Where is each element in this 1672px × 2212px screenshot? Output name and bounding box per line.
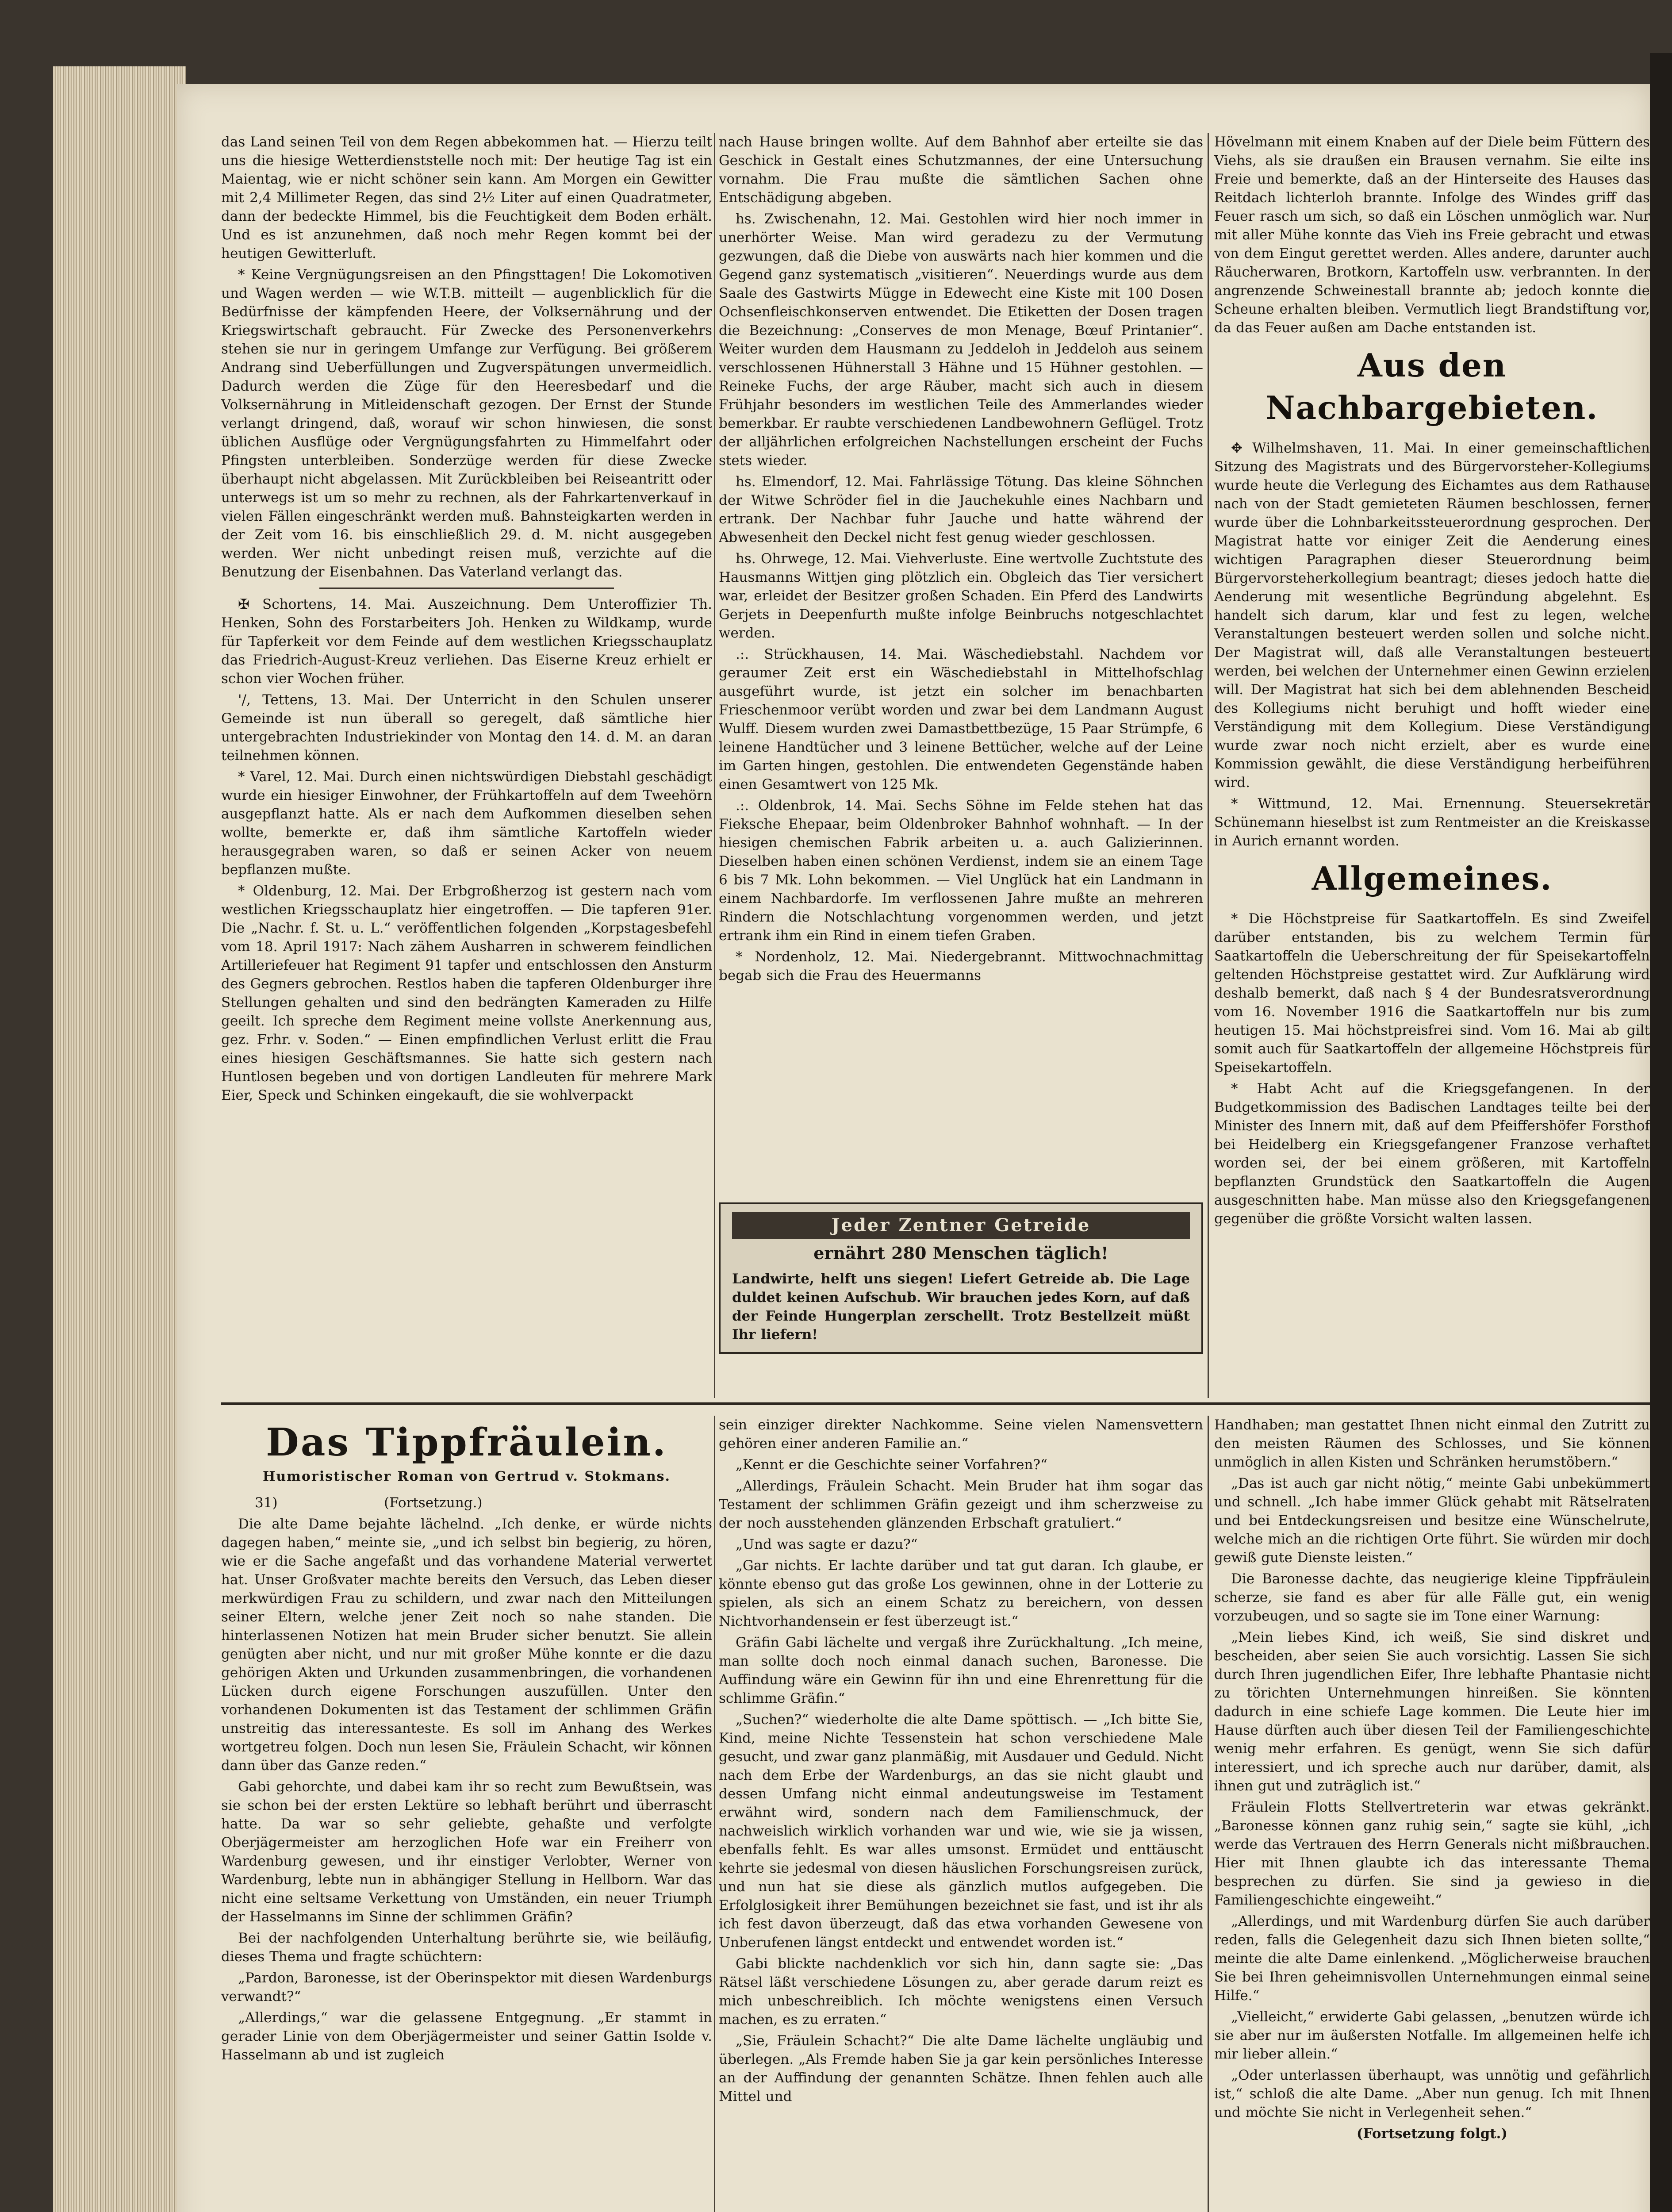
news-article: ✠ Schortens, 14. Mai. Auszeichnung. Dem Unteroffizier Th. Henken, Sohn des Forstarbeiters Joh. Henken zu Wildkamp, wurde für Tapferkeit vor dem Feinde auf dem westlichen Kriegsschauplatz das Friedrich-August-Kreuz verliehen. Das Eiserne Kreuz erhielt er schon vier Wochen früher.: [221, 596, 712, 687]
story-paragraph: „Kennt er die Geschichte seiner Vorfahren?“: [736, 1457, 1047, 1473]
news-article: .:. Oldenbrok, 14. Mai. Sechs Söhne im Felde stehen hat das Fieksche Ehepaar, beim Oldenbroker Bahnhof wohnhaft. — In der hiesigen chemischen Fabrik arbeiten u. a. auch Galizierinnen. Dieselben haben einen schönen Verdienst, indem sie an einem Tage 6 bis 7 Mk. Lohn bekommen. — Viel Unglück hat ein Landmann in einem Nachbardorfe. Im verflossenen Jahre mußte an mehreren Rindern die Notschlachtung vorgenommen werden, und jetzt ertrank ihm ein Rind in einem tiefen Graben.: [719, 798, 1203, 944]
story-paragraph: „Allerdings,“ war die gelassene Entgegnung. „Er stammt in gerader Linie von dem Oberjägermeister und seiner Gattin Isolde v. Hasselmann ab und ist zugleich: [221, 2010, 712, 2063]
story-paragraph: Handhaben; man gestattet Ihnen nicht einmal den Zutritt zu den meisten Räumen des Schlosses, und Sie können unmöglich in allen Kisten und Schränken herumstöbern.“: [1214, 1417, 1650, 1470]
news-article: * Varel, 12. Mai. Durch einen nichtswürdigen Diebstahl geschädigt wurde ein hiesiger Einwohner, der Frühkartoffeln auf dem Tweehörn ausgepflanzt hatte. Als er nach dem Aufkommen dieselben sehen wollte, bemerkte er, daß ihm sämtliche Kartoffeln wieder herausgegraben waren, so daß er seinen Acker von neuem bepflanzen mußte.: [221, 769, 712, 878]
news-article: '/, Tettens, 13. Mai. Der Unterricht in den Schulen unserer Gemeinde ist nun überall so geregelt, daß sämtliche hier untergebrachten Industriekinder von Montag den 14. d. M. an daran teilnehmen können.: [221, 692, 712, 764]
news-article: * Keine Vergnügungsreisen an den Pfingsttagen! Die Lokomotiven und Wagen werden — wie W.T.B. mitteilt — augenblicklich für die Bedürfnisse der kämpfenden Heere, der Volksernährung und der Kriegswirtschaft gebraucht. Für Zwecke des Personenverkehrs stehen sie nur in geringem Umfange zur Verfügung. Bei größerem Andrang sind Ueberfüllungen und Zugverspätungen unvermeidlich. Dadurch werden die Züge für den Heeresbedarf und die Volksernährung in Mitleidenschaft gezogen. Der Ernst der Stunde verlangt dringend, daß, worauf wir schon hinwiesen, die sonst üblichen Ausflüge oder Vergnügungsfahrten zu Himmelfahrt oder Pfingsten unterbleiben. Sonderzüge werden für diese Zwecke überhaupt nicht abgelassen. Mit Zurückbleiben bei Reiseantritt oder unterwegs ist um so mehr zu rechnen, als der Fahrkartenverkauf in vielen Fällen eingeschränkt werden muß. Bahnsteigkarten werden in der Zeit vom 16. bis einschließlich 29. d. M. nicht ausgegeben werden. Wer nicht unbedingt reisen muß, verzichte auf die Benutzung der Eisenbahnen. Das Vaterland verlangt das.: [221, 267, 712, 580]
story-paragraph: „Allerdings, und mit Wardenburg dürfen Sie auch darüber reden, falls die Gelegenheit dazu sich Ihnen bieten sollte,“ meinte die alte Dame einlenkend. „Möglicherweise brauchen Sie bei Ihren geheimnisvollen Unternehmungen einmal seine Hilfe.“: [1214, 1913, 1650, 2004]
story-paragraph: „Vielleicht,“ erwiderte Gabi gelassen, „benutzen würde ich sie aber nur im äußersten Notfalle. Im allgemeinen helfe ich mir lieber allein.“: [1214, 2009, 1650, 2062]
box-body: Landwirte, helft uns siegen! Liefert Getreide ab. Die Lage duldet keinen Aufschub. Wir brauchen jedes Korn, auf daß der Feinde Hungerplan zerschellt. Trotz Bestellzeit müßt Ihr liefern!: [732, 1271, 1190, 1343]
column-rule: [714, 133, 715, 1398]
news-column-3: [1214, 133, 1650, 1398]
story-paragraph: Fräulein Flotts Stellvertreterin war etwas gekränkt. „Baronesse können ganz ruhig sein,“ sagte sie kühl, „ich werde das Vertrauen des Herrn Generals nicht mißbrauchen. Hier mit Ihnen glaubte ich das interessante Thema besprechen zu dürfen. Sie sind ja gewieso in die Familiengeschichte eingeweiht.“: [1214, 1799, 1650, 1908]
column-rule: [714, 1416, 715, 2212]
chapter-line: [221, 1494, 712, 1512]
section-heading: Aus den Nachbargebieten.: [1266, 346, 1599, 426]
feuilleton-column-3: [1214, 1416, 1650, 2212]
story-paragraph: „Suchen?“ wiederholte die alte Dame spöttisch. — „Ich bitte Sie, Kind, meine Nichte Tessenstein hat schon verschiedene Male gesucht, und zwar ganz planmäßig, mit Ausdauer und Geduld. Nicht nach dem Erbe der Wardenburgs, an das sie nicht glaubt und dessen Umfang nicht einmal andeutungsweise im Testament erwähnt wird, sondern nach dem Familienschmuck, der nachweislich wirklich vorhanden war und wie, wie sie ja wissen, ebenfalls fehlt. Es war alles umsonst. Ermüdet und enttäuscht kehrte sie jedesmal von diesen häuslichen Forschungsreisen zurück, und nun hat sie diese als gänzlich mutlos aufgegeben. Die Erfolglosigkeit ihrer Bemühungen bezeichnet sie fast, und ist ihr als ich fest davon überzeugt, daß das etwa vorhanden Gewesene von Unberufenen längst entdeckt und entwendet worden ist.“: [719, 1712, 1203, 1951]
news-article: * Oldenburg, 12. Mai. Der Erbgroßherzog ist gestern nach vom westlichen Kriegsschauplatz hier eingetroffen. — Die tapferen 91er. Die „Nachr. f. St. u. L.“ veröffentlichen folgenden „Korpstagesbefehl vom 18. April 1917: Nach zähem Ausharren in schwerem feindlichen Artilleriefeuer hat Regiment 91 tapfer und entschlossen den Ansturm des Gegners gebrochen. Restlos haben die tapferen Oldenburger ihre Stellungen gehalten und sind den bedrängten Kameraden zu Hilfe geeilt. Ich spreche dem Regiment meine vollste Anerkennung aus, gez. Frhr. v. Soden.“ — Einen empfindlichen Verlust erlitt die Frau eines hiesigen Geschäftsmannes. Sie hatte sich gestern nach Huntlosen begeben und von dortigen Landleuten für mehrere Mark Eier, Speck und Schinken eingekauft, die sie wohlverpackt: [221, 883, 712, 1103]
news-article: nach Hause bringen wollte. Auf dem Bahnhof aber erteilte sie das Geschick in Gestalt eines Schutzmannes, der eine Untersuchung vornahm. Die Frau mußte die sämtlichen Sachen ohne Entschädigung abgeben.: [719, 134, 1203, 206]
section-heading: Allgemeines.: [1312, 860, 1553, 897]
chapter-number: 31): [255, 1495, 278, 1511]
news-article: * Wittmund, 12. Mai. Ernennung. Steuersekretär Schünemann hieselbst ist zum Rentmeister an die Kreiskasse in Aurich ernannt worden.: [1214, 796, 1650, 849]
story-paragraph: „Das ist auch gar nicht nötig,“ meinte Gabi unbekümmert und schnell. „Ich habe immer Glück gehabt mit Rätselraten und bei Entdeckungsreisen und besitze eine Wünschelrute, welche mich an die richtigen Orte führt. Sie würden mir doch gewiß gute Dienste leisten.“: [1214, 1475, 1650, 1566]
grain-appeal-box-wrapper: [719, 1190, 1203, 1394]
story-paragraph: sein einziger direkter Nachkomme. Seine vielen Namensvettern gehören einer anderen Familie an.“: [719, 1417, 1203, 1452]
story-paragraph: „Allerdings, Fräulein Schacht. Mein Bruder hat ihm sogar das Testament der schlimmen Gräfin gezeigt und ihm scherzweise zu der noch ausstehenden glänzenden Erbschaft gratuliert.“: [719, 1478, 1203, 1531]
story-paragraph: „Oder unterlassen überhaupt, was unnötig und gefährlich ist,“ schloß die alte Dame. „Aber nun genug. Ich mit Ihnen und möchte Sie nicht in Verlegenheit sehen.“: [1214, 2067, 1650, 2120]
grain-appeal-box: [719, 1202, 1203, 1354]
story-paragraph: Gabi blickte nachdenklich vor sich hin, dann sagte sie: „Das Rätsel läßt verschiedene Lösungen zu, aber gerade darum reizt es mich unbeschreiblich. Ich möchte wenigstens einen Versuch machen, es zu erraten.“: [719, 1956, 1203, 2028]
story-paragraph: „Mein liebes Kind, ich weiß, Sie sind diskret und bescheiden, aber seien Sie auch vorsichtig. Lassen Sie sich durch Ihren jugendlichen Eifer, Ihre lebhafte Phantasie nicht zu törichten Unternehmungen hinreißen. Sie könnten dadurch in eine schiefe Lage kommen. Die Leute hier im Hause dürften auch über diesen Teil der Familiengeschichte wenig mehr erfahren. Es genügt, wenn Sie sich dafür interessiert, und ich spreche auch nur darüber, damit, als ihnen gut und zuträglich ist.“: [1214, 1629, 1650, 1794]
story-paragraph: „Und was sagte er dazu?“: [736, 1536, 918, 1552]
binding-edge: [1650, 53, 1672, 2212]
box-subtitle: ernährt 280 Menschen täglich!: [813, 1243, 1108, 1263]
story-paragraph: „Sie, Fräulein Schacht?“ Die alte Dame lächelte ungläubig und überlegen. „Als Fremde haben Sie ja gar kein persönliches Interesse an der Auffindung der genannten Schätze. Ihnen fehlen auch alle Mittel und: [719, 2033, 1203, 2104]
story-paragraph: Gabi gehorchte, und dabei kam ihr so recht zum Bewußtsein, was sie schon bei der ersten Lektüre so lebhaft berührt und überrascht hatte. Da war so sehr geliebte, gehaßte und verfolgte Oberjägermeister am herzoglichen Hofe war ein Freiherr von Wardenburg gewesen, und ihr einstiger Verlobter, Werner von Wardenburg, lebte nun in abhängiger Stellung in Hellborn. War das nicht eine seltsame Verkettung von Umständen, ein neuer Triumph der Hasselmanns im Sinne der schlimmen Gräfin?: [221, 1779, 712, 1925]
story-paragraph: Die Baronesse dachte, das neugierige kleine Tippfräulein scherze, sie fand es aber für alle Fälle gut, ein wenig vorzubeugen, und so sagte sie im Tone einer Warnung:: [1214, 1571, 1650, 1624]
continued-note: (Fortsetzung folgt.): [1356, 2126, 1508, 2142]
box-title: Jeder Zentner Getreide: [732, 1212, 1190, 1239]
separator: [319, 588, 614, 589]
page-edges: [53, 66, 186, 2212]
news-article: das Land seinen Teil von dem Regen abbekommen hat. — Hierzu teilt uns die hiesige Wetterdienststelle noch mit: Der heutige Tag ist ein Maientag, wie er nicht schöner sein kann. Am Morgen ein Gewitter mit 2,4 Millimeter Regen, das sind 2½ Liter auf einen Quadratmeter, dann der bedeckte Himmel, bis die Feuchtigkeit dem Boden erhält. Und es ist anzunehmen, daß noch mehr Regen kommt bei der heutigen Gewitterluft.: [221, 134, 712, 261]
news-article: hs. Elmendorf, 12. Mai. Fahrlässige Tötung. Das kleine Söhnchen der Witwe Schröder fiel in die Jauchekuhle eines Nachbarn und ertrank. Der Nachbar fuhr Jauche und hatte während der Abwesenheit den Deckel nicht fest genug wieder geschlossen.: [719, 474, 1203, 545]
news-article: * Die Höchstpreise für Saatkartoffeln. Es sind Zweifel darüber entstanden, bis zu welchem Termin für Saatkartoffeln die Ueberschreitung der für Speisekartoffeln geltenden Höchstpreise gestattet wird. Zur Aufklärung wird deshalb bemerkt, daß nach § 4 der Bundesratsverordnung vom 16. November 1916 die Saatkartoffeln nur bis zum heutigen 15. Mai höchstpreisfrei sind. Vom 16. Mai ab gilt somit auch für Saatkartoffeln der allgemeine Höchstpreis für Speisekartoffeln.: [1214, 911, 1650, 1075]
column-rule: [1208, 133, 1209, 1398]
news-article: * Nordenholz, 12. Mai. Niedergebrannt. Mittwochnachmittag begab sich die Frau des Heuermanns: [719, 949, 1203, 983]
story-paragraph: „Pardon, Baronesse, ist der Oberinspektor mit diesen Wardenburgs verwandt?“: [221, 1970, 712, 2005]
news-article: Hövelmann mit einem Knaben auf der Diele beim Füttern des Viehs, als sie draußen ein Brausen vernahm. Sie eilte ins Freie und bemerkte, daß an der Hinterseite des Hauses das Reitdach lichterloh brannte. Infolge des Windes griff das Feuer rasch um sich, so daß ein Löschen unmöglich war. Nur mit aller Mühe konnte das Vieh ins Freie gebracht und etwas von dem Eingut gerettet werden. Alles andere, darunter auch Räucherwaren, Brotkorn, Kartoffeln usw. verbrannten. In der angrenzende Schweinestall brannte ab; jedoch konnte die Scheune erhalten bleiben. Vermutlich liegt Brandstiftung vor, da das Feuer außen am Dache entstanden ist.: [1214, 134, 1650, 336]
feuilleton-title: Das Tippfräulein.: [266, 1420, 667, 1465]
news-article: hs. Ohrwege, 12. Mai. Viehverluste. Eine wertvolle Zuchtstute des Hausmanns Wittjen ging plötzlich ein. Obgleich das Tier versichert war, erleidet der Besitzer großen Schaden. Ein Pferd des Landwirts Gerjets in Deepenfurth mußte infolge Beinbruchs notgeschlachtet werden.: [719, 551, 1203, 641]
news-article: ✥ Wilhelmshaven, 11. Mai. In einer gemeinschaftlichen Sitzung des Magistrats und des Bürgervorsteher-Kollegiums wurde heute die Verlegung des Eichamtes aus dem Rathause nach von der Stadt gemieteten Räumen beschlossen, ferner wurde über die Lohnbarkeitssteuerordnung gesprochen. Der Magistrat hatte vor einiger Zeit die Aenderung eines wichtigen Paragraphen dieser Steuerordnung beim Bürgervorsteherkollegium beantragt; dieses jedoch hatte die Aenderung mit wesentliche Begründung abgelehnt. Es handelt sich darum, klar und fest zu legen, welche Veranstaltungen besteuert werden sollen und solche nicht. Der Magistrat will, daß alle Veranstaltungen besteuert werden, bei welchen der Unternehmer einen Gewinn erzielen will. Der Magistrat hat sich bei dem ablehnenden Bescheid des Kollegiums nicht beruhigt und hofft wieder eine Verständigung mit dem Kollegium. Diese Verständigung wurde zwar noch nicht erzielt, aber es wurde eine Kommission gewählt, die diese Verständigung herbeiführen wird.: [1214, 440, 1650, 791]
chapter-note: (Fortsetzung.): [384, 1495, 483, 1511]
feuilleton-subtitle: Humoristischer Roman von Gertrud v. Stokmans.: [263, 1469, 671, 1484]
feuilleton-column-1: [221, 1416, 712, 2212]
column-rule: [1208, 1416, 1209, 2212]
story-paragraph: Bei der nachfolgenden Unterhaltung berührte sie, wie beiläufig, dieses Thema und fragte schüchtern:: [221, 1930, 712, 1965]
feuilleton-divider: [221, 1402, 1650, 1405]
news-article: hs. Zwischenahn, 12. Mai. Gestohlen wird hier noch immer in unerhörter Weise. Man wird geradezu zu der Vermutung gezwungen, daß die Diebe von auswärts nach hier kommen und die Gegend ganz systematisch „visitieren“. Neuerdings wurde aus dem Saale des Gastwirts Mügge in Edewecht eine Kiste mit 100 Dosen Ochsenfleischkonserven entwendet. Die Etiketten der Dosen tragen die Bezeichnung: „Conserves de mon Menage, Bœuf Printanier“. Weiter wurden dem Hausmann zu Jeddeloh in Jeddeloh aus seinem verschlossenen Hühnerstall 3 Hähne und 15 Hühner gestohlen. — Reineke Fuchs, der arge Räuber, macht sich auch in diesem Frühjahr besonders im westlichen Teile des Ammerlandes wieder bemerkbar. Er raubte verschiedenen Landbewohnern Geflügel. Trotz der alljährlichen erfolgreichen Nachstellungen erscheint der Fuchs stets wieder.: [719, 211, 1203, 469]
story-paragraph: Die alte Dame bejahte lächelnd. „Ich denke, er würde nichts dagegen haben,“ meinte sie, „und ich selbst bin begierig, zu hören, wie er die Sache angefaßt und das vorhandene Material verwertet hat. Unser Großvater machte bereits den Versuch, das Leben dieser merkwürdigen Frau zu schildern, und zwar nach den Mitteilungen seiner Eltern, welche jener Zeit noch so nahe standen. Die hinterlassenen Notizen hat mein Bruder sicher benutzt. Sie allein genügten aber nicht, und nur mit großer Mühe konnte er die dazu gehörigen Akten und Urkunden zusammenbringen, die vorhandenen Lücken durch eigene Forschungen auszufüllen. Unter den vorhandenen Dokumenten ist das Testament der schlimmen Gräfin unstreitig das interessanteste. Es soll im Anhang des Werkes wortgetreu folgen. Doch nun lesen Sie, Fräulein Schacht, wir können dann über das Ganze reden.“: [221, 1516, 712, 1774]
story-paragraph: „Gar nichts. Er lachte darüber und tat gut daran. Ich glaube, er könnte ebenso gut das große Los gewinnen, ohne in der Lotterie zu spielen, als sich an einem Schatz zu bereichern, von dessen Nichtvorhandensein er fest überzeugt ist.“: [719, 1558, 1203, 1629]
news-article: * Habt Acht auf die Kriegsgefangenen. In der Budgetkommission des Badischen Landtages teilte bei der Minister des Innern mit, daß auf dem Pfeiffershöfer Forsthof bei Heidelberg ein Kriegsgefangener Franzose verhaftet worden sei, der bei einem größeren, mit Kartoffeln bepflanzten Grundstück den Saatkartoffeln die Augen ausgeschnitten habe. Man müsse also den Kriegsgefangenen gegenüber die größte Vorsicht walten lassen.: [1214, 1081, 1650, 1227]
news-column-1: [221, 133, 712, 1398]
news-article: .:. Strückhausen, 14. Mai. Wäschediebstahl. Nachdem vor geraumer Zeit erst ein Wäschediebstahl in Mittelhofschlag ausgeführt wurde, ist jetzt ein solcher im benachbarten Frieschenmoor verübt worden und zwar bei dem Landmann August Wulff. Diesem wurden zwei Damastbettbezüge, 15 Paar Strümpfe, 6 leinene Handtücher und 3 leinene Bettücher, welche auf der Leine im Garten hingen, gestohlen. Die entwendeten Gegenstände haben einen Gesamtwert von 125 Mk.: [719, 646, 1203, 792]
news-column-2: [719, 133, 1203, 1181]
feuilleton-column-2: [719, 1416, 1203, 2212]
story-paragraph: Gräfin Gabi lächelte und vergaß ihre Zurückhaltung. „Ich meine, man sollte doch noch einmal danach suchen, Baronesse. Die Auffindung wäre ein Gewinn für ihn und eine Ehrenrettung für die schlimme Gräfin.“: [719, 1635, 1203, 1706]
